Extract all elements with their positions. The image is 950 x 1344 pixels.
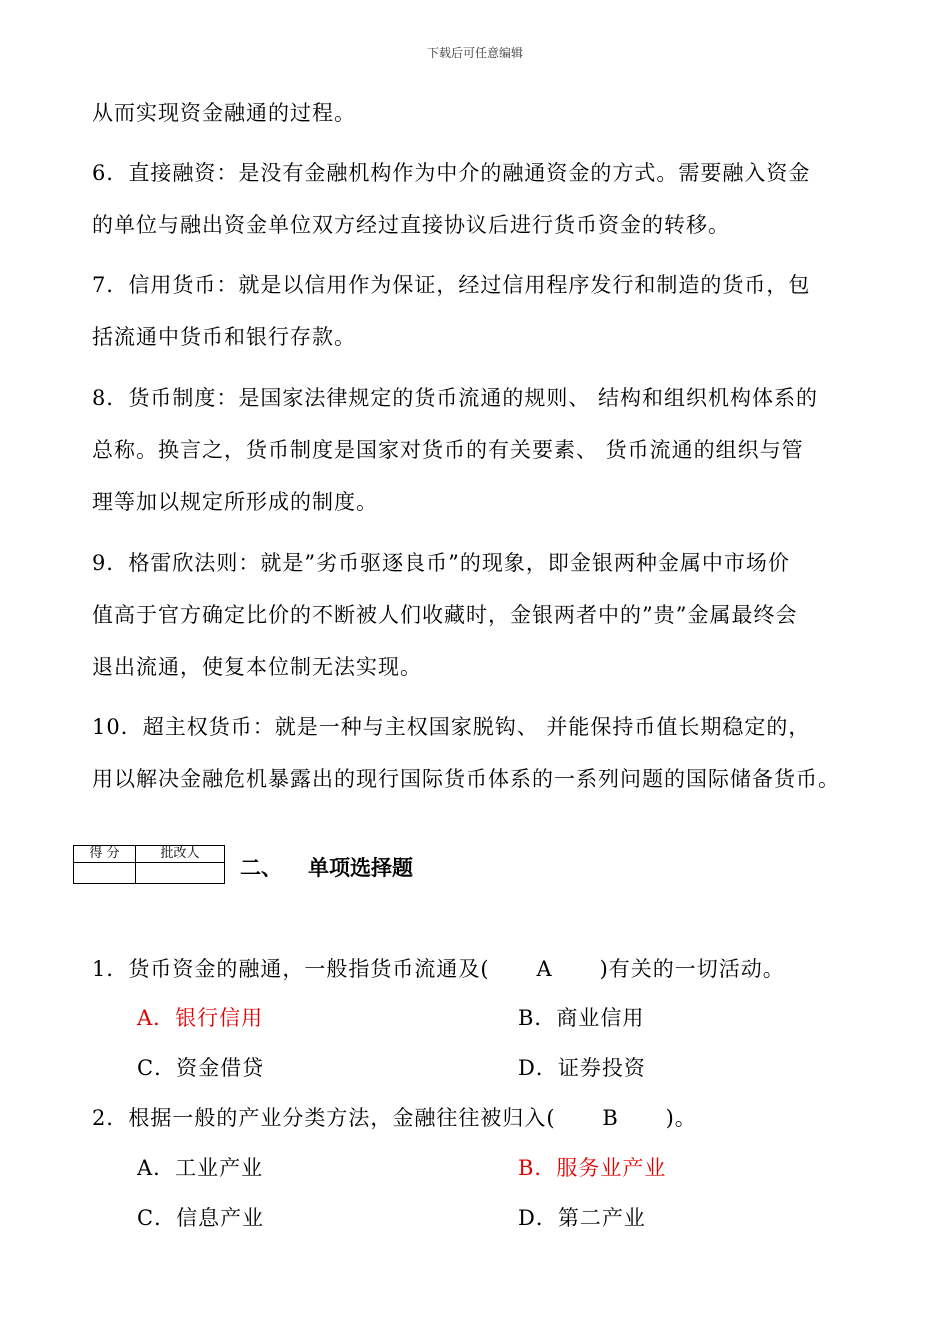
question-stem-before: 1．货币资金的融通，一般指货币流通及(	[92, 957, 490, 981]
body-text-line: 理等加以规定所形成的制度。	[92, 490, 378, 514]
question-answer: A	[536, 957, 553, 981]
question-stem-after: )有关的一切活动。	[599, 957, 785, 981]
body-text-line: 10．超主权货币：就是一种与主权国家脱钩、 并能保持币值长期稳定的，	[92, 715, 811, 739]
page-header: 下载后可任意编辑	[426, 46, 523, 60]
section-title: 单项选择题	[308, 856, 413, 880]
option-a: A．工业产业	[137, 1156, 264, 1180]
body-text-line: 6．直接融资：是没有金融机构作为中介的融通资金的方式。需要融入资金	[92, 161, 811, 185]
score-label: 得 分	[74, 846, 136, 863]
option-d: D．第二产业	[518, 1206, 646, 1230]
question-stem	[92, 1102, 697, 1132]
score-cell[interactable]	[74, 863, 136, 884]
body-text-line: 用以解决金融危机暴露出的现行国际货币体系的一系列问题的国际储备货币。	[92, 767, 840, 791]
body-text-line: 8．货币制度：是国家法律规定的货币流通的规则、 结构和组织机构体系的	[92, 386, 819, 410]
body-text-line: 从而实现资金融通的过程。	[92, 101, 356, 125]
option-b: B．商业信用	[518, 1006, 645, 1030]
body-text-line: 总称。换言之，货币制度是国家对货币的有关要素、 货币流通的组织与管	[92, 438, 804, 462]
body-text-line: 值高于官方确定比价的不断被人们收藏时，金银两者中的”贵”金属最终会	[92, 603, 798, 627]
question-stem-before: 2．根据一般的产业分类方法，金融往往被归入(	[92, 1106, 556, 1130]
body-text-line: 退出流通，使复本位制无法实现。	[92, 655, 422, 679]
section-number: 二、	[240, 856, 282, 880]
grader-label: 批改人	[136, 846, 225, 863]
body-text-line: 7．信用货币：就是以信用作为保证，经过信用程序发行和制造的货币，包	[92, 273, 811, 297]
option-d: D．证券投资	[518, 1056, 646, 1080]
body-text-line: 9．格雷欣法则：就是”劣币驱逐良币”的现象，即金银两种金属中市场价	[92, 551, 790, 575]
question-answer: B	[602, 1106, 619, 1130]
question-stem	[92, 953, 785, 983]
section-heading	[240, 852, 413, 882]
option-b: B．服务业产业	[518, 1156, 667, 1180]
question-stem-after: )。	[665, 1106, 697, 1130]
option-c: C．信息产业	[137, 1206, 265, 1230]
body-text-line: 括流通中货币和银行存款。	[92, 325, 356, 349]
body-text-line: 的单位与融出资金单位双方经过直接协议后进行货币资金的转移。	[92, 213, 730, 237]
grader-cell[interactable]	[136, 863, 225, 884]
score-table	[73, 845, 225, 884]
option-a: A．银行信用	[137, 1006, 264, 1030]
option-c: C．资金借贷	[137, 1056, 265, 1080]
